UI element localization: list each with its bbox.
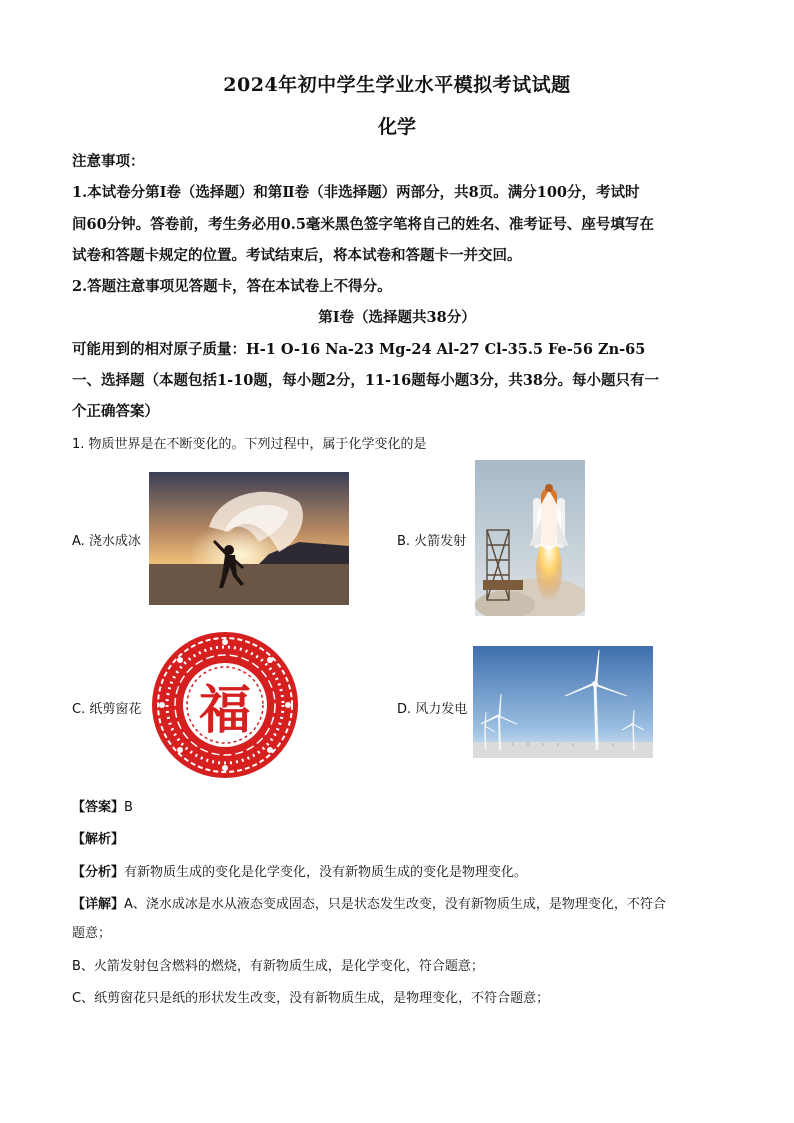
analysis-fenxi — [72, 861, 732, 880]
ice-splash-image — [149, 472, 349, 605]
notice-heading: 注意事项： — [72, 153, 145, 170]
notice-item1-line2: 间60分钟。答卷前，考生务必用0.5毫米黑色签字笔将自己的姓名、准考证号、座号填写在 — [72, 216, 654, 233]
notice-item1-line1: 1.本试卷分第Ⅰ卷（选择题）和第Ⅱ卷（非选择题）两部分，共8页。满分100分，考试时 — [72, 184, 640, 201]
exam-title: 2024年初中学生学业水平模拟考试试题 — [223, 74, 571, 96]
option-c-label: C. 纸剪窗花 — [72, 702, 142, 717]
notice-item2: 2.答题注意事项见答题卡，答在本试卷上不得分。 — [72, 278, 392, 295]
analysis-xiangjie-line1 — [72, 893, 732, 912]
option-b-label: B. 火箭发射 — [397, 534, 467, 549]
answer-label: 【答案】 — [72, 800, 125, 815]
notice-item1-line3: 试卷和答题卡规定的位置。考试结束后，将本试卷和答题卡一并交回。 — [72, 247, 522, 264]
question1-stem: 1. 物质世界是在不断变化的。下列过程中，属于化学变化的是 — [72, 437, 427, 452]
part1-heading-line1: 一、选择题（本题包括1-10题，每小题2分，11-16题每小题3分，共38分。每小题只有一 — [72, 372, 660, 389]
option-d-label: D. 风力发电 — [397, 702, 468, 717]
paper-cut-image — [150, 630, 300, 780]
rocket-launch-image — [475, 460, 585, 616]
rocket-launch-illustration — [475, 460, 585, 616]
xiangjie-text-line1: A、浇水成冰是水从液态变成固态，只是状态发生改变，没有新物质生成，是物理变化，不符合 — [124, 897, 666, 912]
answer-value: B — [124, 800, 133, 815]
analysis-label: 【解析】 — [72, 832, 125, 847]
option-a-label: A. 浇水成冰 — [72, 534, 141, 549]
fenxi-label: 【分析】 — [72, 865, 125, 880]
analysis-b: B、火箭发射包含燃料的燃烧，有新物质生成，是化学变化，符合题意； — [72, 959, 484, 974]
atomic-masses: 可能用到的相对原子质量：H-1 O-16 Na-23 Mg-24 Al-27 Cl-35.5 Fe-56 Zn-65 — [72, 341, 646, 358]
xiangjie-label: 【详解】 — [72, 897, 125, 912]
fu-character: 福 — [198, 679, 251, 741]
wind-turbine-illustration — [473, 646, 653, 758]
ice-splash-illustration — [149, 472, 349, 605]
section1-title: 第Ⅰ卷（选择题共38分） — [318, 309, 476, 326]
fenxi-text: 有新物质生成的变化是化学变化，没有新物质生成的变化是物理变化。 — [124, 865, 528, 880]
analysis-heading — [72, 828, 732, 847]
analysis-c: C、纸剪窗花只是纸的形状发生改变，没有新物质生成，是物理变化，不符合题意； — [72, 991, 550, 1006]
subject-title: 化学 — [377, 116, 416, 138]
analysis-xiangjie-line2: 题意； — [72, 926, 112, 941]
wind-turbine-image — [473, 646, 653, 758]
answer-line — [72, 796, 732, 815]
part1-heading-line2: 个正确答案） — [72, 403, 159, 420]
